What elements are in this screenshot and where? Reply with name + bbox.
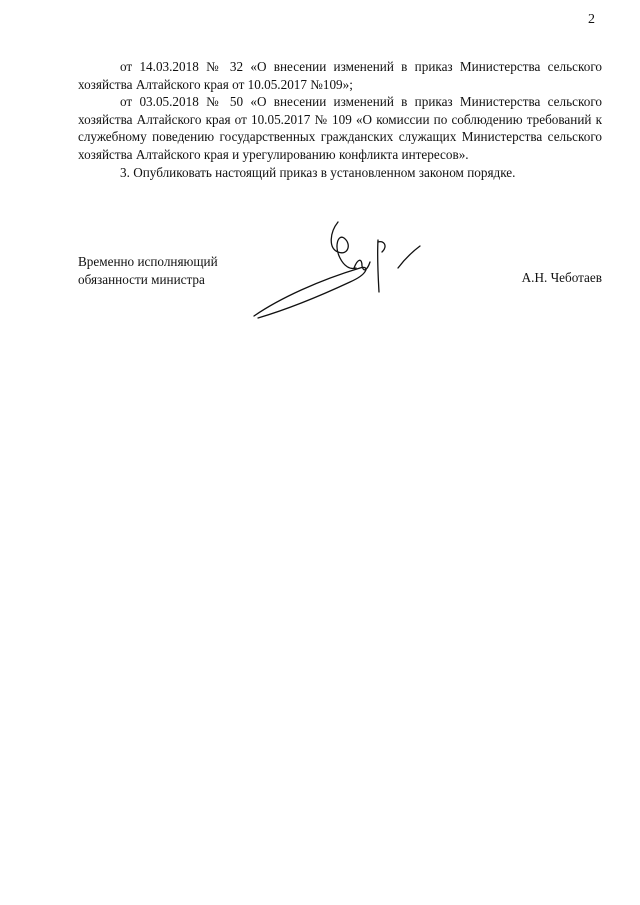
- position-line-2: обязанности министра: [78, 271, 205, 287]
- signer-name: А.Н. Чеботаев: [521, 270, 602, 285]
- handwritten-signature-icon: [250, 218, 430, 328]
- paragraph-publish: 3. Опубликовать настоящий приказ в установленном законом порядке.: [120, 164, 516, 180]
- paragraph-order-50: от 03.05.2018 № 50 «О внесении изменений в приказ Министерства сельского хозяйства Алтайского края от 10.05.2017 № 109 «О комиссии по соблюдению требований к служебному поведению государственных гражданских служащих Министерства сельского хозяйства Алтайского края и урегулированию конфликта интересов».: [78, 94, 602, 162]
- position-line-1: Временно исполняющий: [78, 254, 218, 269]
- position-title: [78, 253, 218, 288]
- paragraph-order-32: от 14.03.2018 № 32 «О внесении изменений в приказ Министерства сельского хозяйства Алтайского края от 10.05.2017 №109»;: [78, 59, 602, 92]
- document-body: [78, 58, 602, 181]
- page-number: 2: [588, 12, 595, 27]
